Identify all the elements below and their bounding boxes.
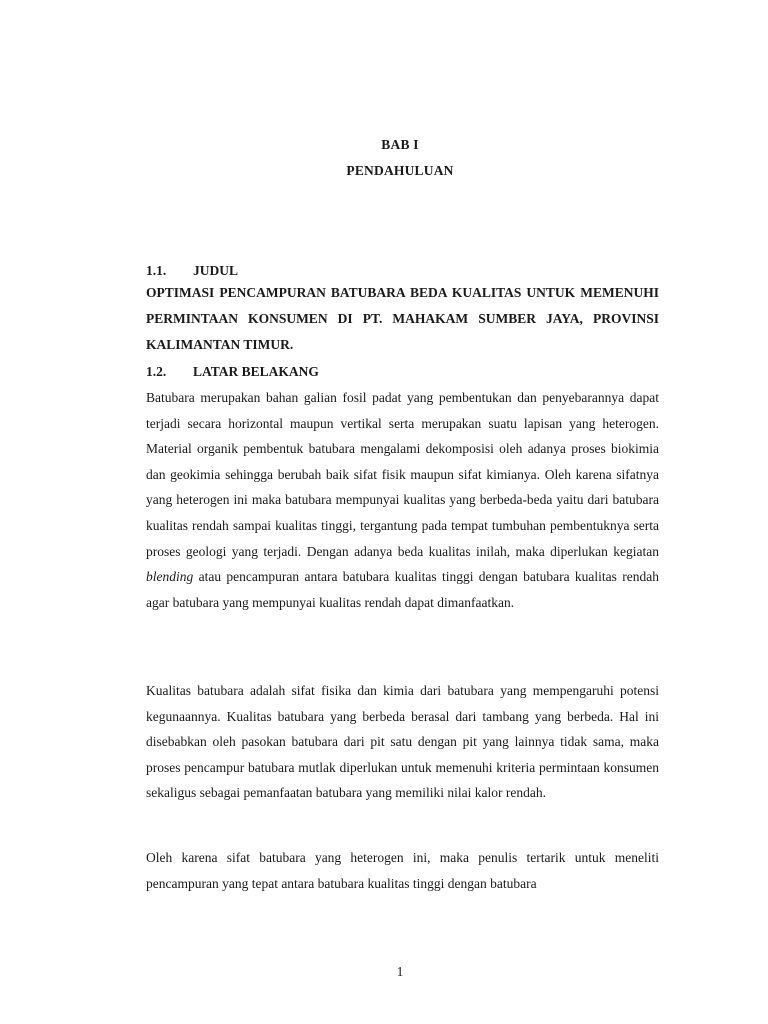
thesis-title: OPTIMASI PENCAMPURAN BATUBARA BEDA KUALITAS UNTUK MEMENUHI PERMINTAAN KONSUMEN DI PT. MAHAKAM SUMBER JAYA, PROVINSI KALIMANTAN TIMUR. (146, 285, 659, 352)
chapter-title: PENDAHULUAN (346, 163, 454, 178)
section-heading-judul (146, 263, 238, 279)
page-number: 1 (396, 964, 404, 979)
paragraph-text: Batubara merupakan bahan galian fosil padat yang pembentukan dan penyebarannya dapat terjadi secara horizontal maupun vertikal serta merupakan suatu lapisan yang heterogen. Material organik pembentuk batubara mengalami dekomposisi oleh adanya proses biokimia dan geokimia sehingga berubah baik sifat fisik maupun sifat kimianya. Oleh karena sifatnya yang heterogen ini maka batubara mempunyai kualitas yang berbeda-beda yaitu dari batubara kualitas rendah sampai kualitas tinggi, tergantung pada tempat tumbuhan pembentuknya serta proses geologi yang terjadi. Dengan adanya beda kualitas inilah, maka diperlukan kegiatan (146, 390, 659, 559)
chapter-number: BAB I (381, 137, 419, 152)
section-number: 1.1. (146, 263, 167, 278)
paragraph: Kualitas batubara adalah sifat fisika dan kimia dari batubara yang mempengaruhi potensi kegunaannya. Kualitas batubara yang berbeda berasal dari tambang yang berbeda. Hal ini disebabkan oleh pasokan batubara dari pit satu dengan pit yang lainnya tidak sama, maka proses pencampur batubara mutlak diperlukan untuk memenuhi kriteria permintaan konsumen sekaligus sebagai pemanfaatan batubara yang memiliki nilai kalor rendah. (146, 683, 659, 801)
paragraph: Oleh karena sifat batubara yang heterogen ini, maka penulis tertarik untuk meneliti pencampuran yang tepat antara batubara kualitas tinggi dengan batubara (146, 850, 659, 891)
paragraph-text: atau pencampuran antara batubara kualitas tinggi dengan batubara kualitas rendah agar batubara yang mempunyai kualitas rendah dapat dimanfaatkan. (146, 569, 659, 610)
section-title: LATAR BELAKANG (193, 364, 319, 379)
section-title: JUDUL (193, 263, 239, 278)
paragraph (146, 385, 659, 615)
section-number: 1.2. (146, 364, 167, 379)
section-heading-latar-belakang (146, 364, 319, 380)
emphasis-text: blending (146, 569, 194, 585)
